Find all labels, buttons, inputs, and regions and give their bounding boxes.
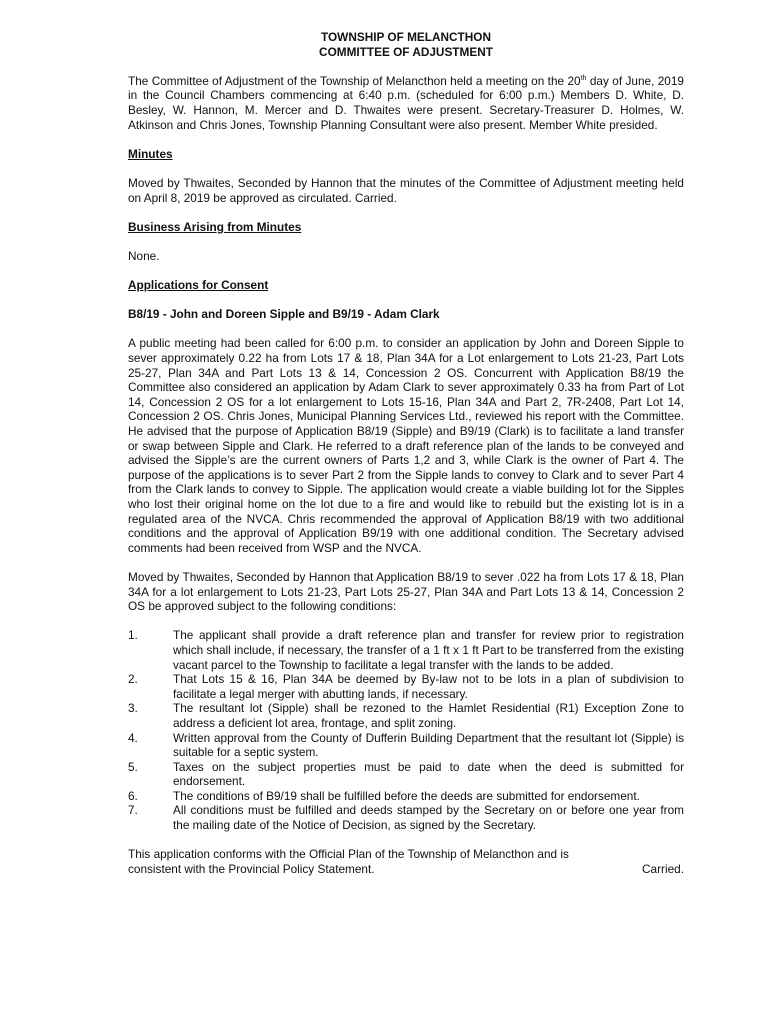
- motion-paragraph: Moved by Thwaites, Seconded by Hannon that Application B8/19 to sever .022 ha from Lots 17 & 18, Plan 34A for a lot enlargement to Lots 21-23, Part Lots 25-27, Plan 34A and Part Lots 13 & 14, Concession 2 OS be approved subject to the following conditions:: [128, 569, 684, 614]
- condition-item: [128, 760, 684, 789]
- condition-item: [128, 789, 684, 804]
- condition-item: [128, 731, 684, 760]
- minutes-heading: Minutes: [128, 146, 173, 161]
- condition-number: 3.: [128, 701, 138, 716]
- township-title: TOWNSHIP OF MELANCTHON: [321, 30, 491, 44]
- carried-label: Carried.: [642, 861, 684, 876]
- condition-number: 2.: [128, 672, 138, 687]
- condition-text: Taxes on the subject properties must be paid to date when the deed is submitted for endorsement.: [173, 759, 684, 789]
- public-meeting-paragraph: A public meeting had been called for 6:00 p.m. to consider an application by John and Doreen Sipple to sever approximately 0.22 ha from Lots 17 & 18, Plan 34A for a Lot enlargement to Lots 21-23, Part Lots 25-27, Plan 34A and Part Lots 13 & 14, Concession 2 OS. Concurrent with Application B8/19 the Committee also considered an application by Adam Clark to sever approximately 0.33 ha from Part of Lot 14, Concession 2 OS for a lot enlargement to Lots 15-16, Plan 34A and Part 2, 7R-2408, Part Lot 14, Concession 2 OS. Chris Jones, Municipal Planning Services Ltd., reviewed his report with the Committee. He advised that the purpose of Application B8/19 (Sipple) and B9/19 (Clark) is to facilitate a land transfer or swap between Sipple and Clark. He referred to a draft reference plan of the lands to be conveyed and advised the Sipple’s are the current owners of Parts 1,2 and 3, while Clark is the owner of Part 4. The purpose of the applications is to sever Part 2 from the Sipple lands to convey to Clark and to sever Part 4 from the Clark lands to convey to Sipple. The application would create a viable building lot for the Sipples who lost their original home on the lot due to a fire and would like to rebuild but the existing lot is in a regulated area of the NVCA. Chris recommended the approval of Application B8/19 with two additional conditions and the approval of Application B9/19 with one additional condition. The Secretary advised comments had been received from WSP and the NVCA.: [128, 336, 684, 555]
- closing-line-1: This application conforms with the Official Plan of the Township of Melancthon and is: [128, 847, 569, 862]
- condition-text: That Lots 15 & 16, Plan 34A be deemed by By-law not to be lots in a plan of subdivision to facilitate a legal merger with abutting lands, if necessary.: [173, 672, 684, 701]
- conditions-list: [128, 628, 684, 832]
- condition-text: The conditions of B9/19 shall be fulfilled before the deeds are submitted for endorsement.: [173, 788, 640, 803]
- condition-number: 1.: [128, 628, 138, 643]
- condition-number: 5.: [128, 759, 138, 774]
- committee-title: COMMITTEE OF ADJUSTMENT: [319, 44, 493, 59]
- closing-line-2: consistent with the Provincial Policy Statement.: [128, 861, 375, 876]
- condition-text: The resultant lot (Sipple) shall be rezoned to the Hamlet Residential (R1) Exception Zone to address a deficient lot area, frontage, and split zoning.: [173, 701, 684, 730]
- business-arising-heading: Business Arising from Minutes: [128, 219, 302, 234]
- condition-item: [128, 701, 684, 730]
- ordinal-suffix: th: [580, 74, 587, 82]
- condition-text: The applicant shall provide a draft reference plan and transfer for review prior to registration which shall include, if necessary, the transfer of a 1 ft x 1 ft Part to be transferred from the existing vacant parcel to the Township to facilitate a legal transfer with the lands to be added.: [173, 628, 684, 672]
- business-arising-text: None.: [128, 248, 160, 263]
- intro-paragraph: The Committee of Adjustment of the Township of Melancthon held a meeting on the 20th day of June, 2019 in the Council Chambers commencing at 6:40 p.m. (scheduled for 6:00 p.m.) Members D. White, D. Besley, W. Hannon, M. Mercer and D. Thwaites were present. Secretary-Treasurer D. Holmes, W. Atkinson and Chris Jones, Township Planning Consultant were also present. Member White presided.: [128, 73, 684, 132]
- application-subheading: B8/19 - John and Doreen Sipple and B9/19 - Adam Clark: [128, 307, 440, 322]
- condition-item: [128, 672, 684, 701]
- minutes-text: Moved by Thwaites, Seconded by Hannon that the minutes of the Committee of Adjustment meeting held on April 8, 2019 be approved as circulated. Carried.: [128, 175, 684, 205]
- condition-item: [128, 803, 684, 832]
- condition-item: [128, 628, 684, 672]
- condition-text: Written approval from the County of Dufferin Building Department that the resultant lot (Sipple) is suitable for a septic system.: [173, 730, 684, 760]
- closing-statement: [128, 847, 684, 876]
- applications-consent-heading: Applications for Consent: [128, 278, 269, 293]
- condition-text: All conditions must be fulfilled and deeds stamped by the Secretary on or before one year from the mailing date of the Notice of Decision, as signed by the Secretary.: [173, 803, 684, 833]
- condition-number: 7.: [128, 803, 138, 818]
- condition-number: 6.: [128, 788, 138, 803]
- document-body: [128, 30, 684, 876]
- condition-number: 4.: [128, 730, 138, 745]
